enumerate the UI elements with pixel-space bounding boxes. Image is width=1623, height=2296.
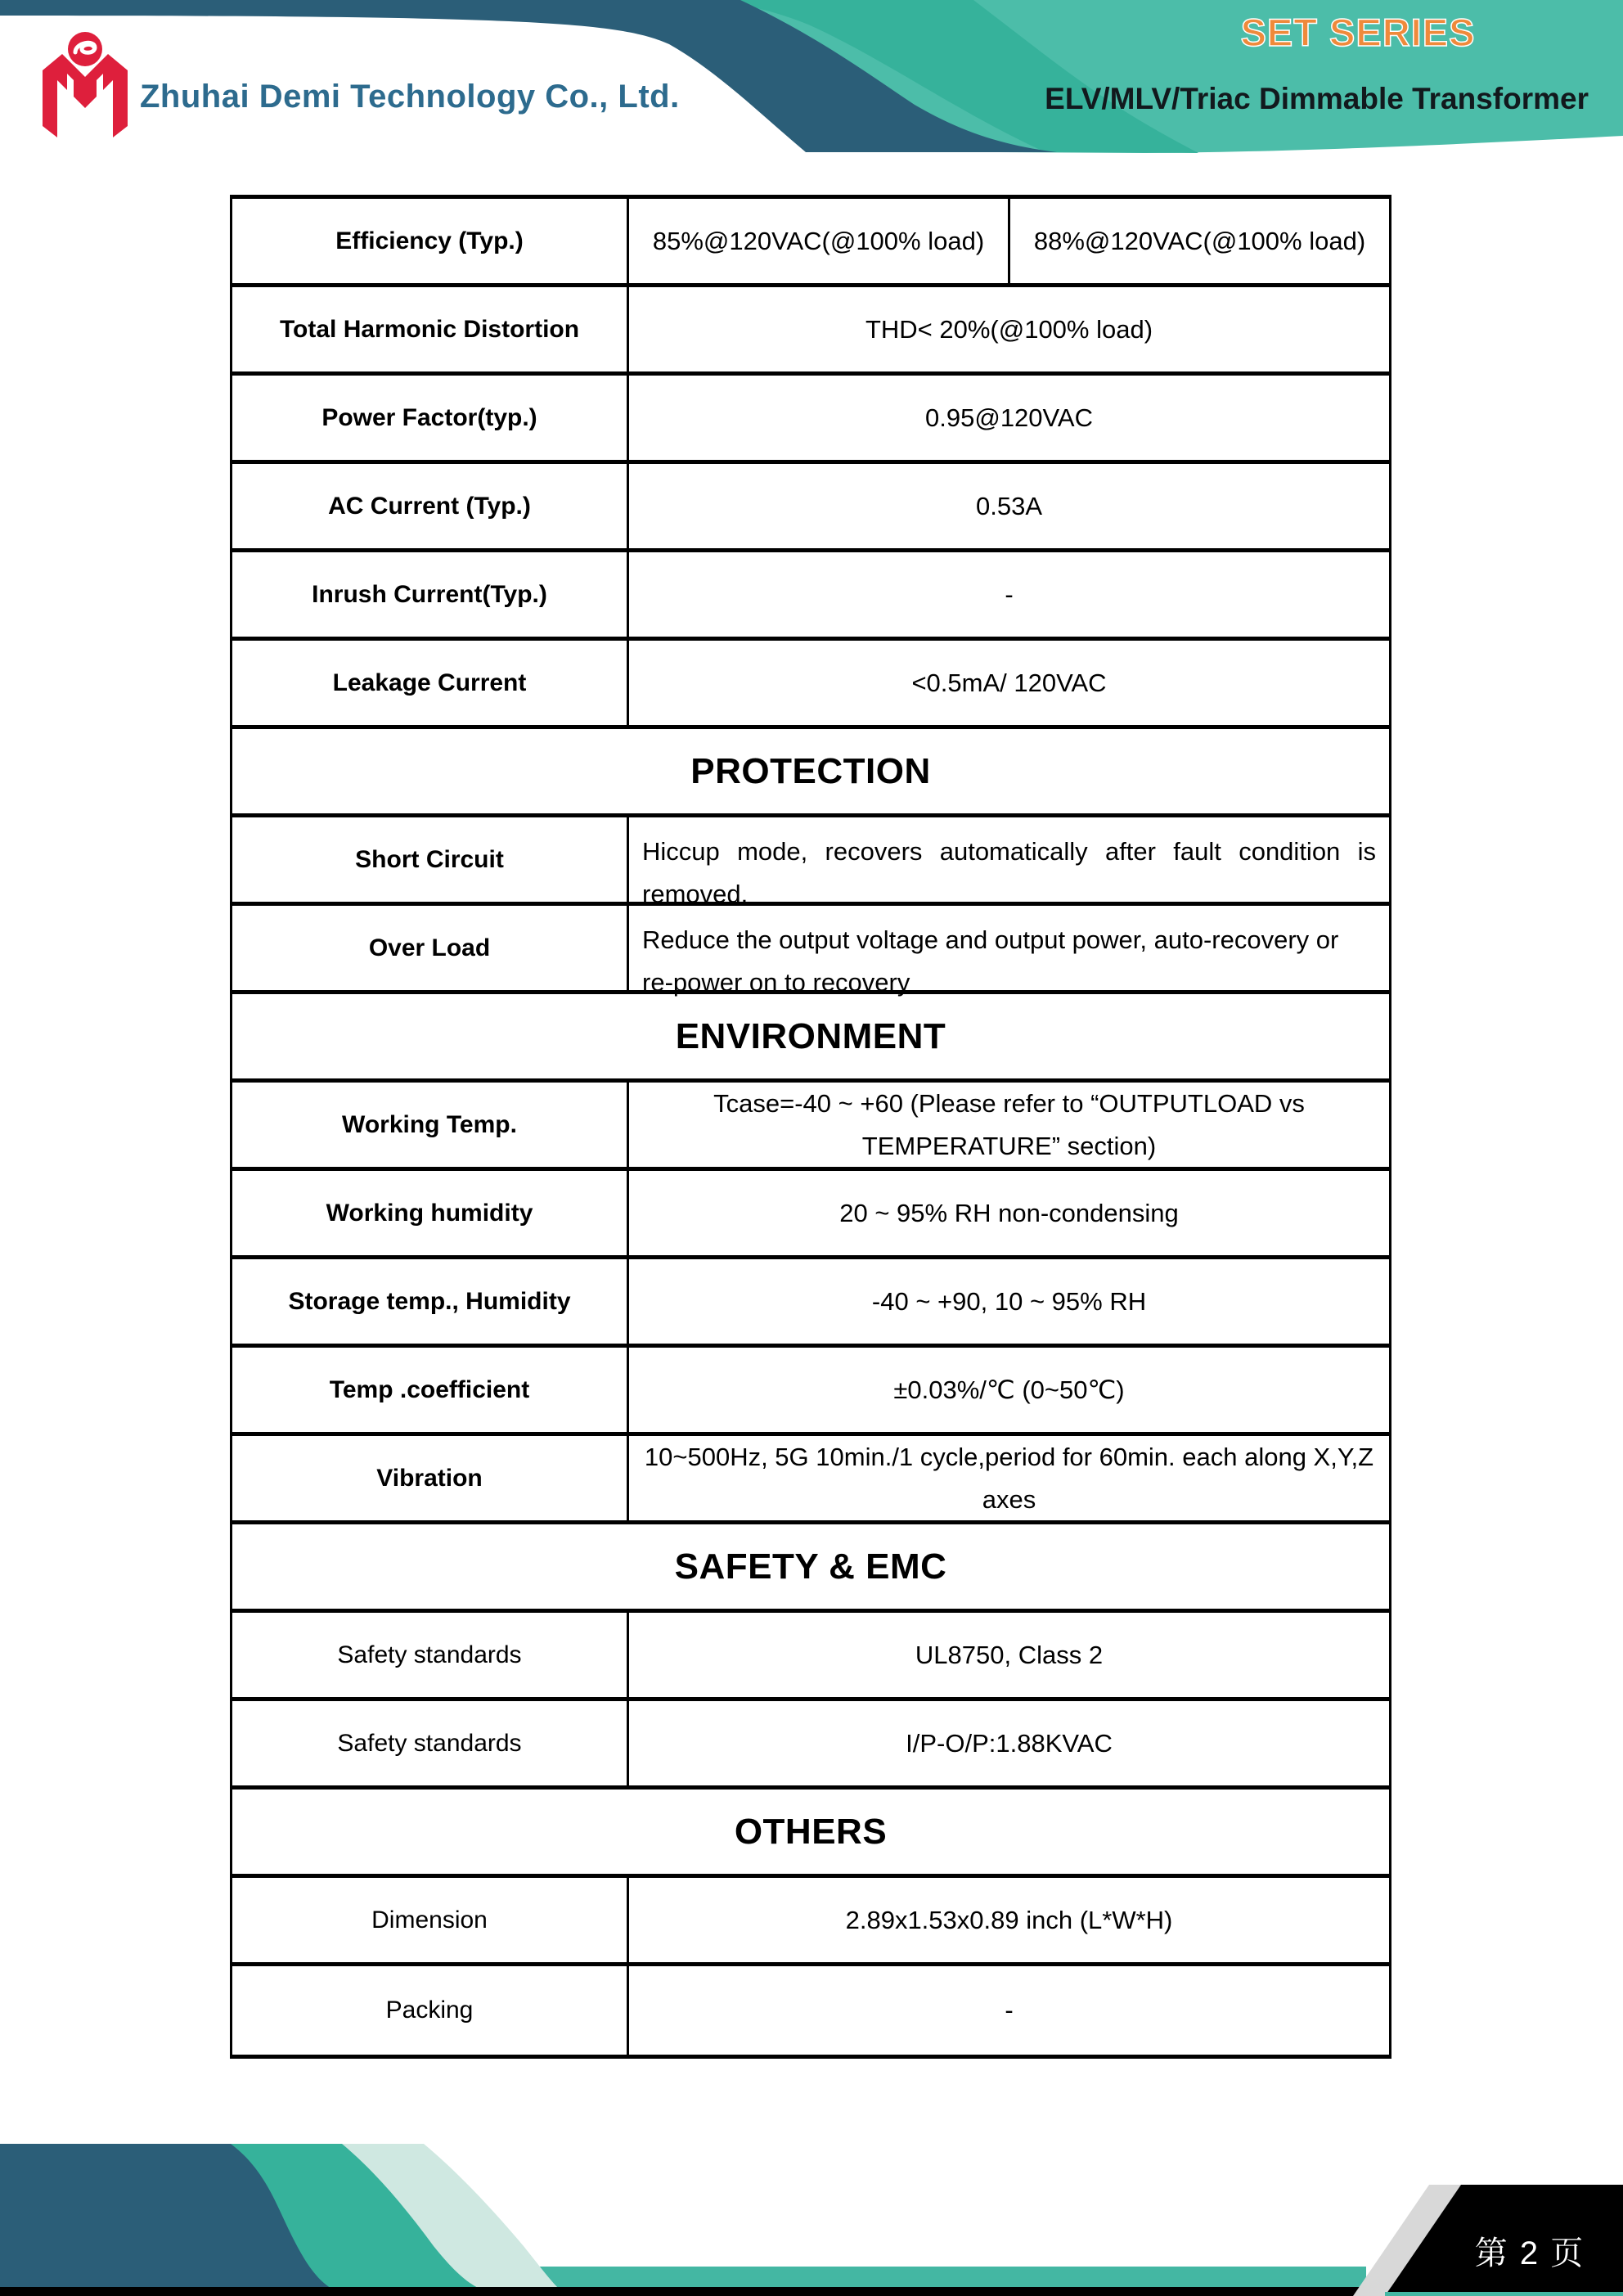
company-logo bbox=[34, 28, 136, 142]
spec-row bbox=[232, 1348, 1389, 1436]
footer-wave-decoration bbox=[0, 2111, 1623, 2296]
spec-label-cell: Inrush Current(Typ.) bbox=[232, 552, 629, 637]
section-row-safety-emc bbox=[232, 1524, 1389, 1613]
company-name: Zhuhai Demi Technology Co., Ltd. bbox=[140, 79, 680, 115]
spec-value-cell: 0.95@120VAC bbox=[925, 403, 1093, 432]
spec-row bbox=[232, 464, 1389, 552]
spec-value-cell: UL8750, Class 2 bbox=[915, 1640, 1104, 1669]
document-subtitle: ELV/MLV/Triac Dimmable Transformer bbox=[1045, 82, 1589, 115]
spec-row bbox=[232, 906, 1389, 997]
spec-row bbox=[232, 1878, 1389, 1966]
section-row-protection bbox=[232, 729, 1389, 817]
spec-value-cell: 88%@120VAC(@100% load) bbox=[1033, 226, 1366, 255]
spec-label-cell: Short Circuit bbox=[232, 817, 629, 902]
section-row-environment bbox=[232, 994, 1389, 1083]
spec-row bbox=[232, 641, 1389, 729]
spec-label-cell: Dimension bbox=[232, 1878, 629, 1962]
spec-row bbox=[232, 1966, 1389, 2055]
spec-table bbox=[230, 195, 1391, 2059]
spec-label-cell: Safety standards bbox=[232, 1613, 629, 1697]
spec-row bbox=[232, 552, 1389, 641]
spec-value-cell: ±0.03%/℃ (0~50℃) bbox=[893, 1375, 1125, 1404]
section-title: SAFETY & EMC bbox=[674, 1546, 947, 1587]
spec-label-cell: Over Load bbox=[232, 906, 629, 990]
spec-row bbox=[232, 1259, 1389, 1348]
logo-swirl-circle bbox=[68, 32, 102, 66]
section-title: ENVIRONMENT bbox=[675, 1015, 946, 1056]
spec-row bbox=[232, 1701, 1389, 1790]
spec-value-cell: -40 ~ +90, 10 ~ 95% RH bbox=[871, 1286, 1147, 1316]
spec-row bbox=[232, 199, 1389, 287]
spec-value-cell: <0.5mA/ 120VAC bbox=[911, 668, 1107, 697]
spec-value-cell: THD< 20%(@100% load) bbox=[865, 314, 1153, 344]
spec-label-cell: Safety standards bbox=[232, 1701, 629, 1785]
spec-row bbox=[232, 1171, 1389, 1259]
spec-value-cell: I/P-O/P:1.88KVAC bbox=[906, 1728, 1113, 1758]
spec-value-cell: - bbox=[1005, 1996, 1014, 2024]
spec-value-cell: 2.89x1.53x0.89 inch (L*W*H) bbox=[845, 1905, 1173, 1934]
spec-label-cell: Storage temp., Humidity bbox=[232, 1259, 629, 1344]
spec-label-cell: Vibration bbox=[232, 1436, 629, 1520]
spec-row bbox=[232, 817, 1389, 906]
spec-label-cell: Efficiency (Typ.) bbox=[232, 199, 629, 283]
spec-label-cell: Total Harmonic Distortion bbox=[232, 287, 629, 371]
section-title: PROTECTION bbox=[690, 750, 931, 791]
spec-value-cell: Reduce the output voltage and output power, auto-recovery or re-power on to recovery bbox=[642, 925, 1339, 997]
spec-row bbox=[232, 287, 1389, 376]
footer-black-bar bbox=[0, 2287, 1432, 2296]
spec-value-cell: 85%@120VAC(@100% load) bbox=[629, 199, 1010, 283]
spec-row bbox=[232, 376, 1389, 464]
section-title: OTHERS bbox=[734, 1811, 888, 1852]
spec-value-cell: - bbox=[1005, 579, 1014, 609]
spec-label-cell: Leakage Current bbox=[232, 641, 629, 725]
spec-label-cell: Power Factor(typ.) bbox=[232, 376, 629, 460]
spec-label-cell: Working humidity bbox=[232, 1171, 629, 1255]
spec-value-cell: 10~500Hz, 5G 10min./1 cycle,period for 60min. each along X,Y,Z axes bbox=[644, 1442, 1374, 1514]
spec-value-cell: Tcase=-40 ~ +60 (Please refer to “OUTPUTLOAD vs TEMPERATURE” section) bbox=[713, 1088, 1305, 1160]
logo-m-shape bbox=[43, 54, 128, 137]
spec-value-cell: Hiccup mode, recovers automatically after fault condition is removed. bbox=[642, 837, 1376, 908]
footer-teal-bottom-line bbox=[1385, 2292, 1623, 2296]
spec-label-cell: Working Temp. bbox=[232, 1083, 629, 1167]
spec-row bbox=[232, 1613, 1389, 1701]
spec-value-cell: 20 ~ 95% RH non-condensing bbox=[839, 1198, 1179, 1227]
spec-row bbox=[232, 1083, 1389, 1171]
spec-value-cell: 0.53A bbox=[975, 491, 1042, 520]
spec-label-cell: Packing bbox=[232, 1966, 629, 2055]
series-title: SET SERIES bbox=[1240, 11, 1476, 54]
spec-label-cell: Temp .coefficient bbox=[232, 1348, 629, 1432]
section-row-others bbox=[232, 1790, 1389, 1878]
spec-row bbox=[232, 1436, 1389, 1524]
page-number: 第 2 页 bbox=[1474, 2235, 1585, 2271]
spec-label-cell: AC Current (Typ.) bbox=[232, 464, 629, 548]
